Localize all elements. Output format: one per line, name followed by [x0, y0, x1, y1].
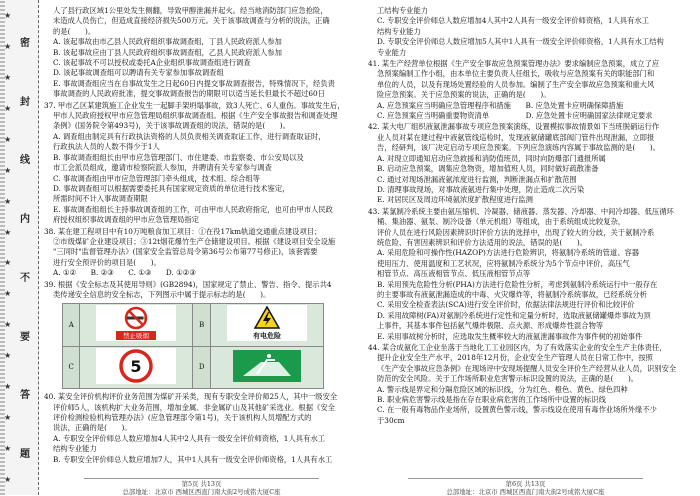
question-stem: 39. 根据《安全标志及其使用导则》(GB2894)，国家规定了禁止、警告、指令、提示共4: [44, 279, 332, 289]
question-38: [44, 227, 359, 279]
sign-caption: 有电危险: [252, 332, 281, 341]
sign-options-table: [62, 303, 324, 389]
star-icon: ★: [4, 103, 12, 113]
question-stem: 37. 甲市乙区某建筑施工企业发生一起脚手架坍塌事故，致3人死亡、6人重伤。事故发生后，: [44, 100, 345, 110]
sign-caption: 禁止吸烟: [123, 332, 150, 341]
option-e: E. 事故调查组组长主持事故调查组的工作，可由甲市人民政府指定，也可由甲市人民政: [53, 204, 333, 214]
text-line: 提升企业安全生产水平，2018年12月份，企业安全生产管理人员在日常工作中，按照: [377, 353, 653, 363]
text-line: 评价检测检验机构管理办法》(应急管理部令第1号)，关于该机构人员增配方式的: [53, 413, 312, 422]
option-c: C. 该起事故不可以授权或委托A企业组织事故调查组进行调查: [53, 58, 251, 68]
seal-char: 题: [20, 449, 30, 461]
binding-margin: [0, 0, 39, 495]
text-line: 告，经研判，该厂决定启动专项应急预案。下列应急演练内容属于事故监测的是( )。: [377, 143, 660, 153]
seal-char: 不: [20, 272, 30, 284]
option-d: D. 清理事故现场，对事故液氨进行集中处理，防止造成二次污染: [377, 184, 585, 194]
option-b: B. 采用预先危险性分析(PHA)方法进行危险性分析，考虑到氨制冷系统运行中一般存在: [377, 279, 658, 289]
option-a: A. 对现立即通知启动应急救援和消防值班员，同时向防爆部门通报所属: [377, 153, 606, 163]
star-icon: ★: [4, 72, 12, 82]
question-stem: 40. 某安全评价机构评价业务范围为煤矿开采类，现有专职安全评价师25人，其中一级安全: [44, 392, 338, 402]
seal-char: 内: [20, 214, 30, 226]
option-c: C. 专职安全评价师总人数应增加4人其中2人具有一级安全评价师资格，1人具有水工: [377, 16, 649, 26]
sign-cell-b: [210, 304, 323, 346]
option-d: D. 事故调查组可以根据需要委托具有国家规定资质的单位进行技术鉴定，: [53, 183, 290, 193]
text-line: 甲市人民政府授权甲市应急管理局组织事故调查组。根据《生产安全事故报告和调查处理: [53, 111, 338, 121]
text-line: 行政执法人员的人数不得少于1人: [53, 142, 160, 152]
question-stem: 38. 某在建工程项目中有10万吨粮食加工项目：①在役17km轨道交通重点建设项目；: [44, 226, 322, 236]
star-icon: ★: [4, 351, 12, 361]
text-line: 府授权组织事故调查组的甲市应急管理局指定: [53, 215, 199, 225]
sign-cell-d: [210, 346, 323, 388]
text-line: 说法，正确的是( )。: [53, 423, 132, 433]
text-line: 工结构专业能力: [377, 6, 429, 15]
option-b: B. 该起事故应由丁县人民政府组织事故调查组，乙县人民政府派人参加: [53, 47, 282, 57]
option-a: A. 采用危险和可操作性(HAZOP)方法进行危险辨识，将氨制冷系统的管道、容器: [377, 248, 640, 258]
text-line: 专业能力: [377, 47, 407, 57]
text-line: 险应急预案。关于应急预案的说法，正确的是( )。: [377, 90, 551, 100]
option-b: B. 职业病危害警示线是指在存在职业病危害的工作场所中设置的标识线: [377, 395, 606, 405]
sign-cell-c: [80, 346, 193, 388]
q40-continuation: [368, 6, 683, 58]
question-stem: 41. 某生产经营单位根据《生产安全事故应急预案管理办法》要求编制应急预案，成立了应: [368, 59, 660, 69]
options-row: A. 应急预案应当明确应急管理程序和措施 B. 应急处置卡应明确保障措施: [377, 100, 624, 110]
text-line: 防范的安全风险。关于工作场所职业危害警示标识设置的说法，正确的是( )。: [377, 374, 639, 384]
text-line: 《生产安全事故应急条例》在现场评中安现场提醒人员安全评价生产经营从业人员，识别安全: [377, 363, 677, 373]
emergency-exit-sign-icon: [227, 348, 307, 384]
text-line: 事故调查的人民政府批准，提交事故调查报告的期限可以适当延长但最长不超过60日: [53, 89, 325, 99]
text-line: 相管节点、高压液相管节点、低压液相管节点等: [377, 269, 531, 279]
sign-number: 5: [130, 356, 143, 376]
text-line: ②市级煤矿企业建设项目；③12t烟花爆竹生产仓储建设项目。根据《建设项目安全设施: [53, 236, 336, 246]
question-41: [368, 59, 683, 121]
text-line: 结构专业能力: [377, 26, 421, 36]
text-line: 评价师5人，该机构扩大业务范围，增加金属、非金属矿山及其他矿采选业。根据《安全: [53, 402, 335, 412]
seal-line-text: [16, 12, 34, 482]
text-line: 进行安全预评价的项目是( )。: [53, 257, 161, 267]
star-icon: ★: [4, 320, 12, 330]
star-icon: ★: [4, 134, 12, 144]
question-stem: 43. 某氯制冷系统主要由氨压缩机、冷凝器、储液器、蒸发器、冷却器、中间冷却器、低压循环: [368, 206, 674, 216]
binding-stars: [4, 0, 14, 495]
text-line: 业人员对某在建过程中液氨管线巡检时，发现液氨储罐底部阀门管件出现泄漏，立即报: [377, 132, 655, 142]
star-icon: ★: [4, 10, 12, 20]
option-c: C. 在一般有毒物品作业场所，设置黄色警示线，警示线设在使用有毒作业场所外缘不少: [377, 405, 657, 415]
option-b: B. 启动应急预案，调集应急物资，增加值班人员，同时做好疏散准备: [377, 164, 599, 174]
star-icon: ★: [4, 165, 12, 175]
footer-address: 总部地址：北京市 西城区西直门南大街2号成铭大厦C座: [446, 488, 605, 496]
star-icon: ★: [4, 196, 12, 206]
question-39: [44, 280, 359, 390]
option-label: D: [193, 346, 211, 388]
option-c: C. 采用安全检查表法(SCA)进行安全评价时，依据法律法规进行评价和比较评价: [377, 300, 635, 310]
star-icon: ★: [4, 475, 12, 485]
footer-rule: [84, 478, 319, 479]
left-column: [44, 6, 359, 476]
option-label: C: [63, 346, 80, 388]
seal-char: 答: [20, 390, 30, 402]
text-line: 的是( )。: [53, 26, 96, 36]
option-b: B. 专职安全评价师总人数应增加7人，其中1人具有一级安全评价师资格，1人具有水工: [53, 454, 333, 464]
seal-char: 要: [20, 331, 30, 343]
page-number: 第6页 共13页: [505, 480, 546, 488]
seal-char: 封: [20, 96, 30, 108]
footer-address: 总部地址：北京市 西城区西直门南大街2号成铭大厦C座: [122, 488, 281, 496]
option-b: B. 事故调查组组长由甲市应急管理部门、市住建委、市监察委、市公安局以及: [53, 152, 304, 162]
option-label: B: [193, 304, 211, 346]
star-icon: ★: [4, 258, 12, 268]
question-stem: 42. 某大电厂组织液氨泄漏事故专项应急预案演练，设置模拟事故情景如下当班脱硝运行作: [368, 122, 660, 132]
option-d: D. 采用故障树(FA)对氨制冷系统进行定性和定量分析时，选取液氨储罐爆炸事故为顶: [377, 310, 651, 320]
text-line: 条例》(国务院令第493号)，关于该事故调查组的说法，错误的是( )。: [53, 121, 290, 131]
text-line: 于30cm: [377, 415, 405, 425]
text-line: 类传递安全信息的安全标志，下列图示中属于提示标志的是( )。: [53, 289, 271, 299]
option-d: D. 该起事故调查组可以聘请有关专家参加事故调查组: [53, 68, 224, 78]
text-line: 使用压力、使用温度和工艺状况，应将氨制冷系统分为5个节点中评价，高压气: [377, 258, 630, 268]
left-footer: [44, 478, 359, 496]
text-line: 统危险、有害因素辨识和评价方法适用的说法，错误的是( )。: [377, 237, 588, 247]
text-line: 结构专业能力: [53, 444, 97, 454]
option-d: D. 专职安全评价师总人数应增加5人其中1人具有一级安全评价师资格，1人具有水工结构: [377, 37, 664, 47]
seal-char: 密: [20, 37, 30, 49]
option-e: E. 采用事故树分析时，应选取发生概率较大的液氨泄漏事故作为事件树的初始事件: [377, 331, 643, 341]
sign-cell-a: [80, 304, 193, 346]
electric-hazard-sign-icon: [227, 305, 307, 341]
text-line: 上事件，其基本事件包括氨气爆炸极限、点火源、形成爆炸性混合物等: [377, 321, 604, 331]
page-number: 第5页 共13页: [181, 480, 222, 488]
option-label: A: [63, 304, 80, 346]
speed-limit-sign-icon: [96, 348, 176, 384]
question-42: [368, 122, 683, 205]
star-icon: ★: [4, 382, 12, 392]
star-icon: ★: [4, 41, 12, 51]
options-row: A. ①② B. ②③ C. ①③ D. ①②③: [53, 268, 196, 278]
option-e: E. 事故调查组应当在自事故发生之日起60日内提交事故调查报告，特殊情况下，经负责: [53, 78, 335, 88]
right-footer: [368, 478, 683, 496]
question-37: [44, 101, 359, 226]
star-icon: ★: [4, 444, 12, 454]
no-smoking-sign-icon: [96, 305, 176, 341]
question-43: [368, 207, 683, 342]
text-line: 评价人员在进行风险因素辨识时评价方法的选择中，出现了较大的分歧，关于氨制冷系: [377, 227, 655, 237]
option-e: E. 对居民区及周边环境氨浓度扩散程度进行监测: [377, 195, 533, 205]
text-line: 桶、集油器、氨泵、制冷设备（单元机组）等组成，由于系统组成比较复杂，: [377, 217, 626, 227]
right-column: [368, 6, 683, 476]
text-line: 所需时间不计入事故调查期限: [53, 194, 148, 204]
option-a: A. 该起事故由市乙县人民政府组织事故调查组，丁县人民政府派人参加: [53, 37, 282, 47]
star-icon: ★: [4, 227, 12, 237]
question-stem: 44. 某合成氨化工企业坐落于当地化工工业园区内，为了有效落实企业的安全生产主体责任，: [368, 343, 667, 352]
footer-rule: [408, 478, 643, 479]
text-line: 市工会派员组成，邀请市检察院派人参加，并聘请有关专家参与调查: [53, 163, 272, 173]
text-line: 人了县行政区域1公里处发生侧翻，导致甲醇泄漏并起火。经当地消防部门应急抢险，: [53, 6, 328, 15]
option-c: C. 通过对现场泄漏液氨浓度进行监测，判断泄漏点和扩散范围: [377, 174, 577, 184]
option-c: C. 事故调查组由甲市应急管理部门牵头组成，技术组、综合组等: [53, 173, 260, 183]
star-icon: ★: [4, 413, 12, 423]
star-icon: ★: [4, 289, 12, 299]
options-row: C. 应急预案应当明确重要物资清单 D. 应急处置卡应明确国家法律规定要求: [377, 111, 653, 121]
text-line: 单位的人员，以及有现场处置经验的人员参加。编制了生产安全事故应急预案和重大风: [377, 79, 655, 89]
seal-char: 线: [20, 155, 30, 167]
option-a: A. 专职安全评价师总人数应增加4人其中2人具有一级安全评价师资格，1人具有水工: [53, 433, 325, 443]
text-line: "三同时"监督管理办法》(国家安全监管总局令第36号公布第77号修正)，该套需要: [53, 247, 318, 257]
question-44: [368, 343, 683, 426]
text-line: 未造成人员伤亡，但造成直接经济损失500万元。关于该事故调查与分析的说法，正确: [53, 16, 330, 26]
text-line: 急预案编制工作小组，由本单位主要负责人任组长，吸收与应急预案有关的职能部门和: [377, 69, 655, 79]
option-a: A. 警示线是界定和分隔危险区域的标识线，分为红色、橙色、黄色、绿色四种: [377, 384, 628, 394]
question-40: [44, 392, 359, 465]
q36-continuation: [44, 6, 359, 100]
option-a: A. 调查组由制定具有行政执法资格的人员负责相关调查取证工作，进行调查取证时，: [53, 131, 326, 141]
text-line: 的主要事故有液氨泄漏造成的中毒、火灾爆炸等，将氨制冷系统事故，已经系统分析: [377, 289, 647, 299]
